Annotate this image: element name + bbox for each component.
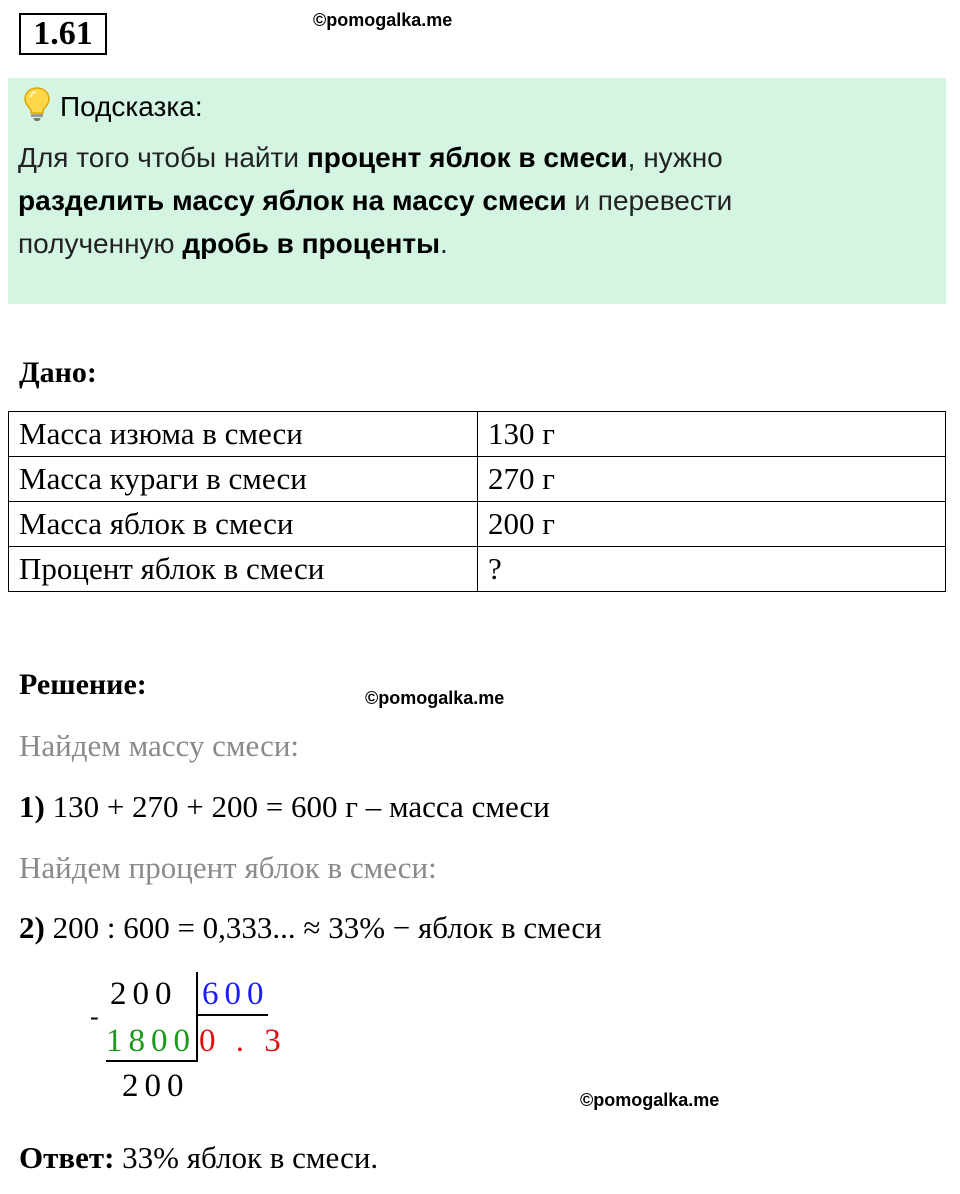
table-cell-label: Масса яблок в смеси (9, 502, 478, 547)
hint-text-part: и перевести (566, 185, 733, 216)
step1-note: Найдем массу смеси: (19, 728, 300, 763)
given-heading: Дано: (19, 356, 97, 389)
division-quotient: 0 . 3 (199, 1023, 287, 1059)
watermark-bottom: ©pomogalka.me (580, 1090, 720, 1110)
step2-number: 2) (19, 910, 45, 945)
division-subtrahend: 1800 (106, 1023, 196, 1059)
long-division (88, 972, 288, 1107)
division-divisor: 600 (202, 976, 270, 1012)
solution-heading: Решение: (19, 668, 147, 701)
hint-title-text: Подсказка: (60, 91, 203, 122)
answer-text: 33% яблок в смеси. (114, 1140, 379, 1175)
table-cell-label: Процент яблок в смеси (9, 547, 478, 592)
table-cell-value: ? (478, 547, 946, 592)
hint-emphasis: дробь в проценты (182, 228, 441, 259)
watermark-middle: ©pomogalka.me (365, 688, 505, 708)
table-row (9, 412, 946, 457)
answer-label: Ответ: (19, 1140, 115, 1175)
hint-emphasis: разделить массу яблок на массу смеси (18, 185, 567, 216)
hint-text-part: полученную (18, 228, 183, 259)
problem-number: 1.61 (19, 13, 107, 55)
division-dividend: 200 (110, 976, 178, 1012)
hint-text-part: Для того чтобы найти (18, 142, 307, 173)
table-row (9, 457, 946, 502)
table-row (9, 502, 946, 547)
division-subtrahend-underline (106, 1060, 198, 1062)
division-minus: - (90, 1002, 105, 1031)
table-cell-value: 130 г (478, 412, 946, 457)
table-cell-label: Масса изюма в смеси (9, 412, 478, 457)
hint-title (22, 86, 203, 127)
step1-text: 130 + 270 + 200 = 600 г – масса смеси (44, 789, 550, 824)
table-cell-label: Масса кураги в смеси (9, 457, 478, 502)
hint-text-part: , нужно (627, 142, 723, 173)
watermark-top: ©pomogalka.me (313, 10, 453, 30)
step2-line (19, 910, 602, 946)
hint-text (18, 136, 918, 265)
table-row (9, 547, 946, 592)
given-table (8, 411, 946, 592)
step1-number: 1) (19, 789, 45, 824)
division-vertical-line (196, 972, 198, 1062)
step1-line (19, 789, 550, 825)
hint-emphasis: процент яблок в смеси (306, 142, 628, 173)
answer-line (19, 1140, 378, 1176)
step2-text: 200 : 600 = 0,333... ≈ 33% − яблок в смеси (44, 910, 602, 945)
division-divisor-underline (198, 1014, 268, 1016)
table-cell-value: 270 г (478, 457, 946, 502)
step2-note: Найдем процент яблок в смеси: (19, 850, 437, 885)
table-cell-value: 200 г (478, 502, 946, 547)
division-remainder: 200 (122, 1068, 190, 1104)
hint-text-part: . (440, 228, 448, 259)
lightbulb-icon (22, 86, 52, 122)
